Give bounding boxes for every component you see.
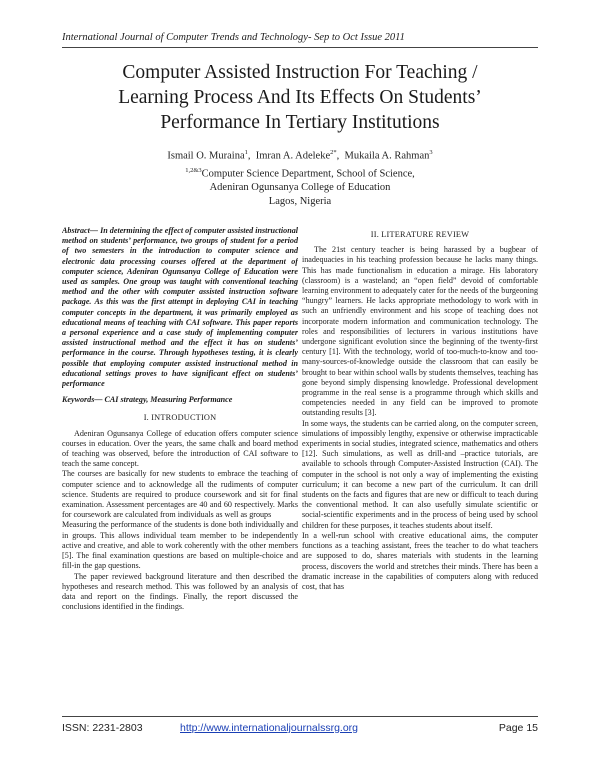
affiliation-text: Computer Science Department, School of Science, [201,168,415,179]
author-sup: 1 [244,149,248,156]
title-line: Computer Assisted Instruction For Teaching / [122,62,478,83]
issn: ISSN: 2231-2803 [62,722,143,734]
right-column [302,230,538,706]
journal-header: International Journal of Computer Trends and Technology- Sep to Oct Issue 2011 [62,32,405,43]
author-block [60,146,540,209]
paragraph: The courses are basically for new students to embrace the teaching of computer science and to acknowledge all the rudiments of computer science. Students are required to produce coursework and sit for final examination. Assessment percentages are 40 and 60 respectively. Marks for coursework are calculated from individuals as well as groups [62,469,298,520]
paragraph: In a well-run school with creative educational aims, the computer functions as a teaching assistant, frees the teacher to do what teachers are supposed to do, shares materials with students in the learning process, discovers the world and stretches their minds. There has been a dramatic increase in the capabilities of computers along with reduced cost, that has [302,530,538,591]
author-names: Ismail O. Muraina$^1$, Imran A. Adeleke$^{2*}$, Mukaila A. Rahman$^3$ [167,149,433,162]
paragraph: In some ways, the students can be carried along, on the computer screen, simulations of impossibly lengthy, expensive or otherwise impracticable experiments in social studies, integrated science, mathematics and others [12]. Such simulations, as well as drill-and –practice tutorials, are available to schools through Computer-Assisted Instruction (CAI). The computer in the school is not only a way of implementing the existing curriculum; it can become a new part of the curriculum. It can drill students on the facts and figures that are new or difficult to teach during the conventional method. It can also usefully simulate scientific or social-scientific experiments and in the process of being used by school children for these purposes, it teaches students about itself. [302,418,538,530]
author-name: Imran A. Adeleke [255,150,331,162]
author-name: Ismail O. Muraina [167,150,245,162]
paragraph: The 21st century teacher is being harassed by a bugbear of inadequacies in his teaching profession because he lacks many things. This has made functionalism in education a mirage. His laboratory (classroom) is a wasteland; an “open field” devoid of comfortable learning environment to adequately cater for the needs of the burgeoning “hungry” learners. He lacks appropriate methodology to work with in such an unfriendly environment and his scope of teaching does not incorporate modern information and communication technology. The roles and responsibilities of lecturers in various institutions have undergone significant evolution since the beginning of the twenty-first century [1]. With the technology, world of too-much-to-know and too-many-sources-of-knowledge outside the classroom that can easily be brought to bear within school walls by students themselves, teaching has gone beyond simply dispensing knowledge. Professional development programme in the real sense is a programme through which skills and competencies needed in any field can be improved to promote outstanding results [3]. [302,245,538,418]
affiliation-line: Adeniran Ogunsanya College of Education [209,182,391,193]
page-number: Page 15 [498,722,538,734]
author-name: Mukaila A. Rahman [344,150,430,162]
affiliation-sup: 1,2&3 [185,166,202,174]
left-column [62,226,298,706]
affiliation-line [60,164,540,182]
journal-url-link[interactable]: http://www.internationaljournalssrg.org [180,722,359,734]
paragraph: Adeniran Ogunsanya College of education offers computer science courses in education. Over the years, the same chalk and board method of teaching was observed, before the introduction of CAI software to teach the same concept. [62,428,298,469]
author-sup: 2* [330,149,337,156]
section-heading-introduction: I. INTRODUCTION [143,413,217,423]
footer-divider [62,716,538,717]
abstract: Abstract— In determining the effect of computer assisted instructional method on students’ performance, two groups of student for a period of two semesters in the introduction to computer science and electronic data processing courses offered at the department of computer science, Adeniran Ogunsanya College of Education were used as samples. One group was taught with conventional teaching method and the other with computer assisted instruction software package. As this was the first attempt in deploying CAI in teaching computer concepts in the department, it was primarily employed as educational means of teaching with CAI software. This paper reports a personal experience and a case study of implementing computer assisted instructional method and the effect it has on students’ performance in the course. Through hypotheses testing, it is clearly possible that employing computer assisted instructional method in educational settings proves to have significant effect on students’ performance [62,226,298,389]
title-line: Performance In Tertiary Institutions [160,112,440,133]
affiliation-line: Lagos, Nigeria [268,196,332,207]
author-sup: 3 [429,149,433,156]
title-line: Learning Process And Its Effects On Students’ [118,87,482,108]
paper-title [60,60,540,135]
keywords: Keywords— CAI strategy, Measuring Performance [62,395,233,405]
section-heading-literature-review: II. LITERATURE REVIEW [370,230,470,239]
paragraph: The paper reviewed background literature and then described the hypotheses and research method. This was followed by an analysis of data and report on the findings. Finally, the report discussed the conclusions identified in the findings. [62,571,298,612]
paragraph: Measuring the performance of the students is done both individually and in groups. This allows individual team member to be independently active and creative, and able to work coherently with the other members [5]. The final examination questions are based on multiple-choice and fill-in the gap questions. [62,520,298,571]
header-divider [62,47,538,48]
